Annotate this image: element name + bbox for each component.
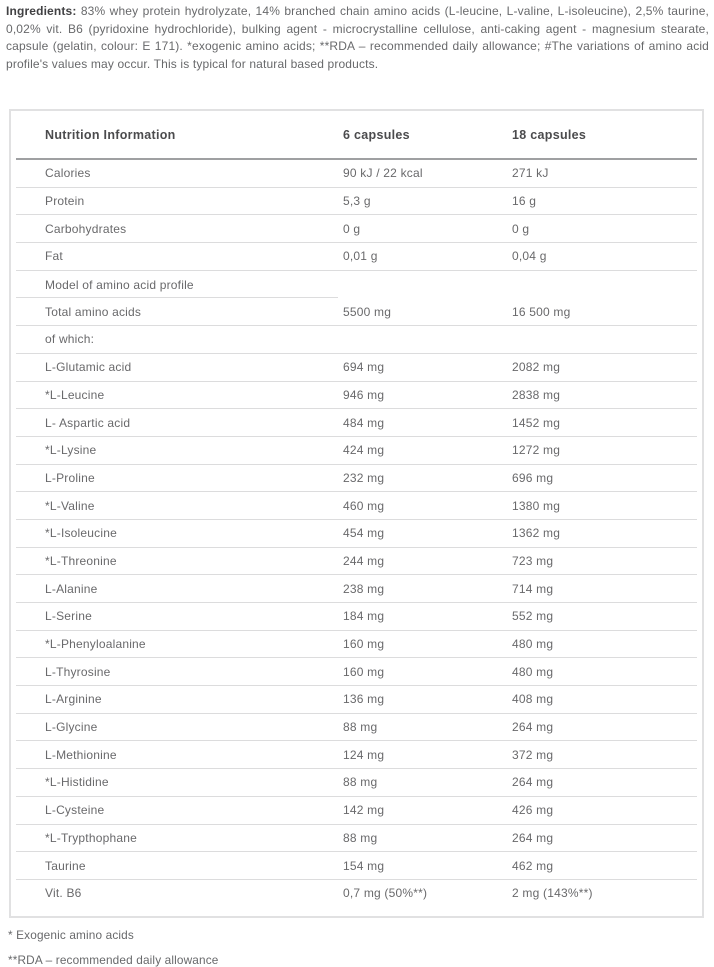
table-row bbox=[16, 631, 697, 659]
row-value-18-capsules: 696 mg bbox=[512, 470, 554, 485]
row-value-6-capsules: 238 mg bbox=[343, 581, 385, 596]
ingredients-label: Ingredients: bbox=[6, 4, 77, 18]
column-header-6-capsules: 6 capsules bbox=[343, 127, 410, 142]
footnote-exogenic-amino-acids: * Exogenic amino acids bbox=[8, 928, 134, 942]
row-value-6-capsules: 454 mg bbox=[343, 526, 385, 541]
row-value-18-capsules: 264 mg bbox=[512, 830, 554, 845]
row-value-18-capsules: 16 g bbox=[512, 194, 537, 209]
row-value-18-capsules: 2 mg (143%**) bbox=[512, 886, 593, 901]
row-value-6-capsules: 160 mg bbox=[343, 664, 385, 679]
row-value-6-capsules: 946 mg bbox=[343, 387, 385, 402]
row-value-6-capsules: 232 mg bbox=[343, 470, 385, 485]
row-value-6-capsules: 460 mg bbox=[343, 498, 385, 513]
table-row bbox=[16, 465, 697, 493]
ingredients-text: 83% whey protein hydrolyzate, 14% branched chain amino acids (L-leucine, L-valine, L-isoleucine), 2,5% taurine, 0,02% vit. B6 (pyridoxine hydrochloride), bulking agent - microcrystalline cellulose, anti-caking agent - magnesium stearate, capsule (gelatin, colour: E 171). *exogenic amino acids; **RDA – recommended daily allowance; #The variations of amino acid profile's values may occur. This is typical for natural based products. bbox=[6, 4, 710, 71]
row-label: L-Thyrosine bbox=[45, 664, 111, 679]
ingredients-paragraph bbox=[0, 0, 714, 73]
table-row bbox=[16, 409, 697, 437]
row-label: *L-Isoleucine bbox=[45, 526, 117, 541]
row-value-18-capsules: 480 mg bbox=[512, 637, 554, 652]
row-label: Total amino acids bbox=[45, 304, 142, 319]
table-row bbox=[16, 298, 697, 326]
row-label: *L-Valine bbox=[45, 498, 95, 513]
row-label: Vit. B6 bbox=[45, 886, 82, 901]
row-value-6-capsules: 184 mg bbox=[343, 609, 385, 624]
nutrition-table bbox=[9, 109, 704, 918]
table-row bbox=[16, 825, 697, 853]
column-header-nutrition-information: Nutrition Information bbox=[45, 127, 176, 142]
row-label: Fat bbox=[45, 249, 63, 264]
table-row bbox=[16, 852, 697, 880]
row-label: Protein bbox=[45, 194, 85, 209]
table-row bbox=[16, 769, 697, 797]
row-value-6-capsules: 154 mg bbox=[343, 858, 385, 873]
row-value-6-capsules: 694 mg bbox=[343, 360, 385, 375]
row-label: *L-Lysine bbox=[45, 443, 97, 458]
row-value-6-capsules: 160 mg bbox=[343, 637, 385, 652]
row-value-6-capsules: 5500 mg bbox=[343, 304, 392, 319]
table-row bbox=[16, 382, 697, 410]
row-value-6-capsules: 88 mg bbox=[343, 720, 378, 735]
row-value-18-capsules: 372 mg bbox=[512, 747, 554, 762]
row-label: L-Alanine bbox=[45, 581, 98, 596]
row-label: L-Proline bbox=[45, 470, 95, 485]
row-label: L-Glycine bbox=[45, 720, 98, 735]
row-value-18-capsules: 1362 mg bbox=[512, 526, 561, 541]
row-label: L-Cysteine bbox=[45, 803, 105, 818]
row-label: Carbohydrates bbox=[45, 221, 127, 236]
row-label: of which: bbox=[45, 332, 95, 347]
row-value-18-capsules: 0,04 g bbox=[512, 249, 547, 264]
row-label: *L-Threonine bbox=[45, 553, 117, 568]
row-label: *L-Trypthophane bbox=[45, 830, 137, 845]
table-row bbox=[16, 797, 697, 825]
row-value-18-capsules: 552 mg bbox=[512, 609, 554, 624]
row-value-18-capsules: 2838 mg bbox=[512, 387, 561, 402]
row-value-6-capsules: 424 mg bbox=[343, 443, 385, 458]
row-value-18-capsules: 1380 mg bbox=[512, 498, 561, 513]
table-row bbox=[16, 520, 697, 548]
row-value-18-capsules: 264 mg bbox=[512, 720, 554, 735]
table-row bbox=[16, 492, 697, 520]
row-value-18-capsules: 271 kJ bbox=[512, 166, 549, 181]
table-row bbox=[16, 548, 697, 576]
footnote-rda: **RDA – recommended daily allowance bbox=[8, 953, 219, 967]
row-value-6-capsules: 90 kJ / 22 kcal bbox=[343, 166, 423, 181]
table-row bbox=[16, 243, 697, 271]
row-value-18-capsules: 2082 mg bbox=[512, 360, 561, 375]
row-value-6-capsules: 142 mg bbox=[343, 803, 385, 818]
row-value-18-capsules: 714 mg bbox=[512, 581, 554, 596]
row-value-6-capsules: 0 g bbox=[343, 221, 361, 236]
table-row bbox=[16, 437, 697, 465]
row-label: *L-Leucine bbox=[45, 387, 105, 402]
row-value-6-capsules: 88 mg bbox=[343, 775, 378, 790]
row-label: Calories bbox=[45, 166, 91, 181]
table-row bbox=[16, 603, 697, 631]
row-value-18-capsules: 723 mg bbox=[512, 553, 554, 568]
row-value-6-capsules: 136 mg bbox=[343, 692, 385, 707]
row-value-6-capsules: 0,7 mg (50%**) bbox=[343, 886, 428, 901]
row-label: L-Arginine bbox=[45, 692, 102, 707]
row-label: *L-Phenyloalanine bbox=[45, 637, 146, 652]
table-row bbox=[16, 575, 697, 603]
table-row bbox=[16, 714, 697, 742]
row-value-18-capsules: 16 500 mg bbox=[512, 304, 571, 319]
row-value-18-capsules: 480 mg bbox=[512, 664, 554, 679]
table-body bbox=[11, 160, 702, 907]
row-value-6-capsules: 124 mg bbox=[343, 747, 385, 762]
column-header-18-capsules: 18 capsules bbox=[512, 127, 587, 142]
row-value-18-capsules: 426 mg bbox=[512, 803, 554, 818]
row-label: Model of amino acid profile bbox=[45, 277, 194, 292]
row-value-6-capsules: 0,01 g bbox=[343, 249, 378, 264]
row-label: L-Serine bbox=[45, 609, 92, 624]
row-label: L- Aspartic acid bbox=[45, 415, 131, 430]
table-row bbox=[16, 160, 697, 188]
row-label: L-Glutamic acid bbox=[45, 360, 132, 375]
row-value-18-capsules: 1272 mg bbox=[512, 443, 561, 458]
table-row bbox=[16, 188, 697, 216]
row-value-18-capsules: 408 mg bbox=[512, 692, 554, 707]
table-row bbox=[16, 741, 697, 769]
row-value-6-capsules: 244 mg bbox=[343, 553, 385, 568]
table-row bbox=[16, 326, 697, 354]
row-label: Taurine bbox=[45, 858, 86, 873]
row-value-18-capsules: 264 mg bbox=[512, 775, 554, 790]
row-value-6-capsules: 484 mg bbox=[343, 415, 385, 430]
table-row bbox=[16, 880, 697, 907]
table-row bbox=[16, 215, 697, 243]
row-label: L-Methionine bbox=[45, 747, 117, 762]
table-row bbox=[16, 354, 697, 382]
table-row bbox=[16, 271, 697, 299]
row-value-18-capsules: 1452 mg bbox=[512, 415, 561, 430]
row-value-18-capsules: 462 mg bbox=[512, 858, 554, 873]
row-value-18-capsules: 0 g bbox=[512, 221, 530, 236]
table-header-row bbox=[16, 111, 697, 160]
row-value-6-capsules: 88 mg bbox=[343, 830, 378, 845]
row-value-6-capsules: 5,3 g bbox=[343, 194, 371, 209]
row-label: *L-Histidine bbox=[45, 775, 109, 790]
table-row bbox=[16, 686, 697, 714]
table-row bbox=[16, 658, 697, 686]
